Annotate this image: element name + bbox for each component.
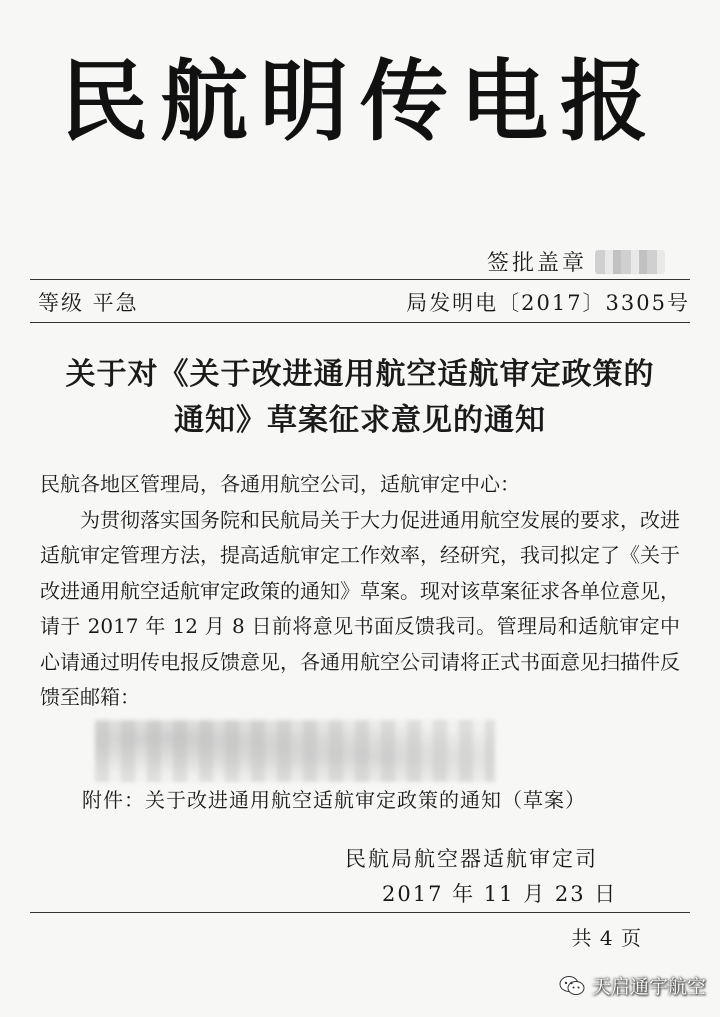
- divider-bottom: [30, 322, 690, 323]
- watermark-text: 天启通宇航空: [591, 976, 706, 998]
- divider-top: [30, 279, 690, 280]
- notice-title: [30, 352, 690, 444]
- watermark: [558, 972, 706, 999]
- sign-label: 签批盖章: [486, 251, 587, 276]
- notice-body: [40, 467, 680, 716]
- wechat-icon: [558, 975, 586, 997]
- body-paragraph: 为贯彻落实国务院和民航局关于大力促进通用航空发展的要求，改进适航审定管理方法，提高适航审定工作效率，经研究，我司拟定了《关于改进通用航空适航审定政策的通知》草案。现对该草案征求各单位意见，请于 2017 年 12 月 8 日前将意见书面反馈我司。管理局和适航审定中心请通过明传电报反馈意见，各通用航空公司请将正式书面意见扫描件反馈至邮箱：: [40, 507, 680, 709]
- addressee: 民航各地区管理局，各通用航空公司，适航审定中心：: [40, 472, 520, 496]
- masthead-title: 民航明传电报: [59, 50, 660, 153]
- title-line-1: 关于对《关于改进通用航空适航审定政策的: [65, 357, 655, 392]
- attachment-line: 附件：关于改进通用航空适航审定政策的通知（草案）: [82, 788, 586, 812]
- redacted-signature: [595, 250, 665, 274]
- redacted-email: [95, 720, 495, 782]
- divider-footer: [30, 912, 690, 913]
- signing-date: 2017 年 11 月 23 日: [382, 882, 618, 906]
- signing-department: 民航局航空器适航审定司: [345, 847, 598, 871]
- sign-stamp-row: [487, 246, 665, 277]
- document-number: 局发明电〔2017〕3305号: [406, 291, 690, 315]
- urgency-level: 等级 平急: [38, 291, 139, 315]
- page-count: 共 4 页: [571, 926, 642, 950]
- title-line-2: 通知》草案征求意见的通知: [174, 403, 546, 438]
- level-row: [30, 285, 690, 319]
